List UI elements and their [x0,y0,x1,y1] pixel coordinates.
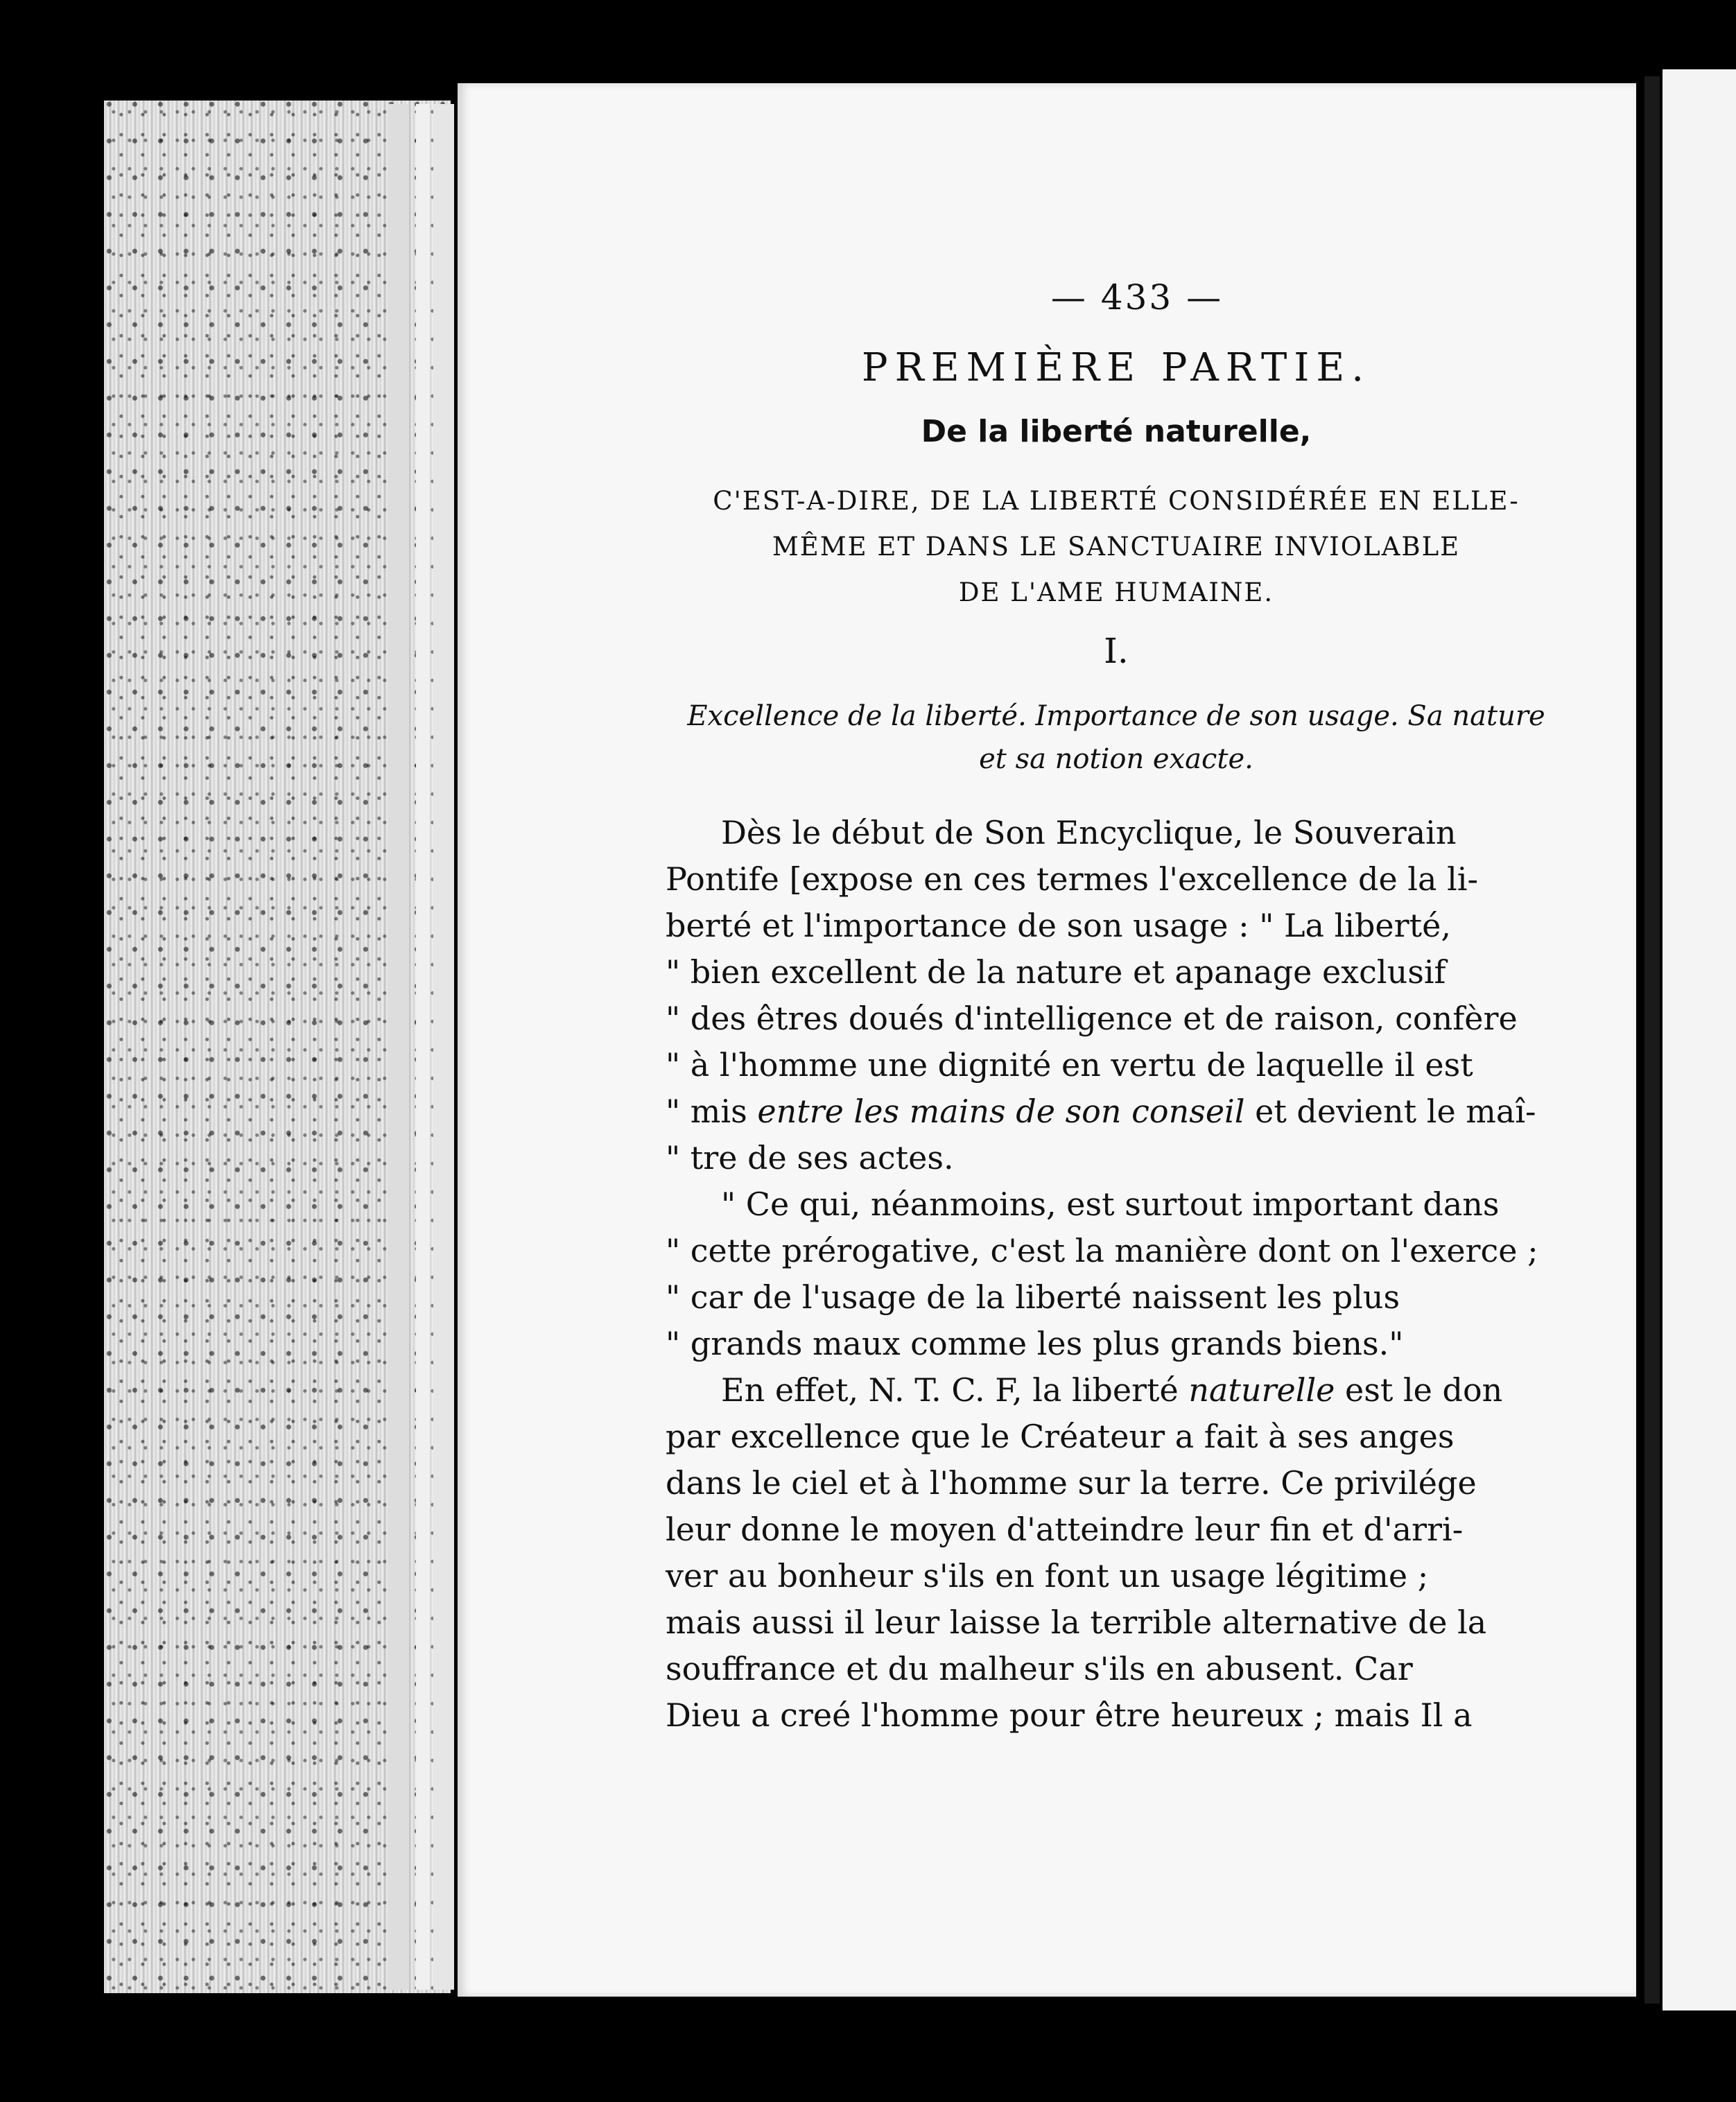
subtitle-line: C'EST-A-DIRE, DE LA LIBERTÉ CONSIDÉRÉE EN ELLE- [713,486,1520,516]
page-content [666,277,1567,1739]
paragraph-line: " Ce qui, néanmoins, est surtout important dans [721,1185,1500,1223]
page-number: — 433 — [1050,277,1224,318]
part-title: PREMIÈRE PARTIE. [861,345,1371,390]
paragraph-line: " à l'homme une dignité en vertu de laquelle il est [666,1046,1473,1084]
paragraph-line: mais aussi il leur laisse la terrible alternative de la [666,1604,1487,1641]
paragraph-line: Dieu a creé l'homme pour être heureux ; mais Il a [666,1696,1473,1734]
page-edge-strip [388,104,409,1990]
page-edge-strip [416,104,430,1990]
page-gutter [1644,76,1660,2004]
paragraph-line: leur donne le moyen d'atteindre leur fin et d'arri- [666,1511,1464,1548]
chapter-summary [666,695,1567,781]
paragraph-line: " bien excellent de la nature et apanage exclusif [666,953,1446,991]
paragraph-line: berté et l'importance de son usage : " La liberté, [666,907,1451,944]
italic-text: entre les mains de son conseil [757,1093,1245,1130]
paragraph-line: Dès le début de Son Encyclique, le Souverain [721,814,1457,851]
chapter-number: I. [1104,631,1129,671]
paragraph-line: Pontife [expose en ces termes l'excellence de la li- [666,860,1479,898]
section-title: De la liberté naturelle, [921,414,1312,449]
text-run: est le don [1335,1371,1503,1409]
next-page [1663,69,1736,2010]
paragraph-line [666,1367,1567,1414]
paragraph-line: souffrance et du malheur s'ils en abusent. Car [666,1650,1413,1687]
paragraph-line: par excellence que le Créateur a fait à ses anges [666,1418,1455,1455]
paragraph-line [666,1088,1567,1135]
paragraph-line: " tre de ses actes. [666,1139,954,1176]
text-run: En effet, N. T. C. F, la liberté [721,1371,1189,1409]
page-edge-strip [433,104,454,1990]
subtitle-line: MÊME ET DANS LE SANCTUAIRE INVIOLABLE [772,532,1461,562]
text-run: et devient le maî- [1244,1093,1536,1130]
subtitle [666,478,1567,616]
italic-text: naturelle [1188,1371,1335,1409]
subtitle-line: DE L'AME HUMAINE. [958,577,1274,607]
paragraph-line: " cette prérogative, c'est la manière dont on l'exerce ; [666,1232,1538,1269]
body-text [666,810,1567,1739]
paragraph-line: " car de l'usage de la liberté naissent les plus [666,1278,1400,1316]
summary-line: et sa notion exacte. [979,743,1253,775]
text-run: " mis [666,1093,758,1130]
paragraph-line: " des êtres doués d'intelligence et de raison, confère [666,1000,1518,1037]
paragraph-line: ver au bonheur s'ils en font un usage légitime ; [666,1557,1429,1595]
paragraph-line: dans le ciel et à l'homme sur la terre. Ce privilége [666,1464,1477,1502]
summary-line: Excellence de la liberté. Importance de son usage. Sa nature [687,700,1545,732]
paragraph-line: " grands maux comme les plus grands biens." [666,1325,1404,1362]
